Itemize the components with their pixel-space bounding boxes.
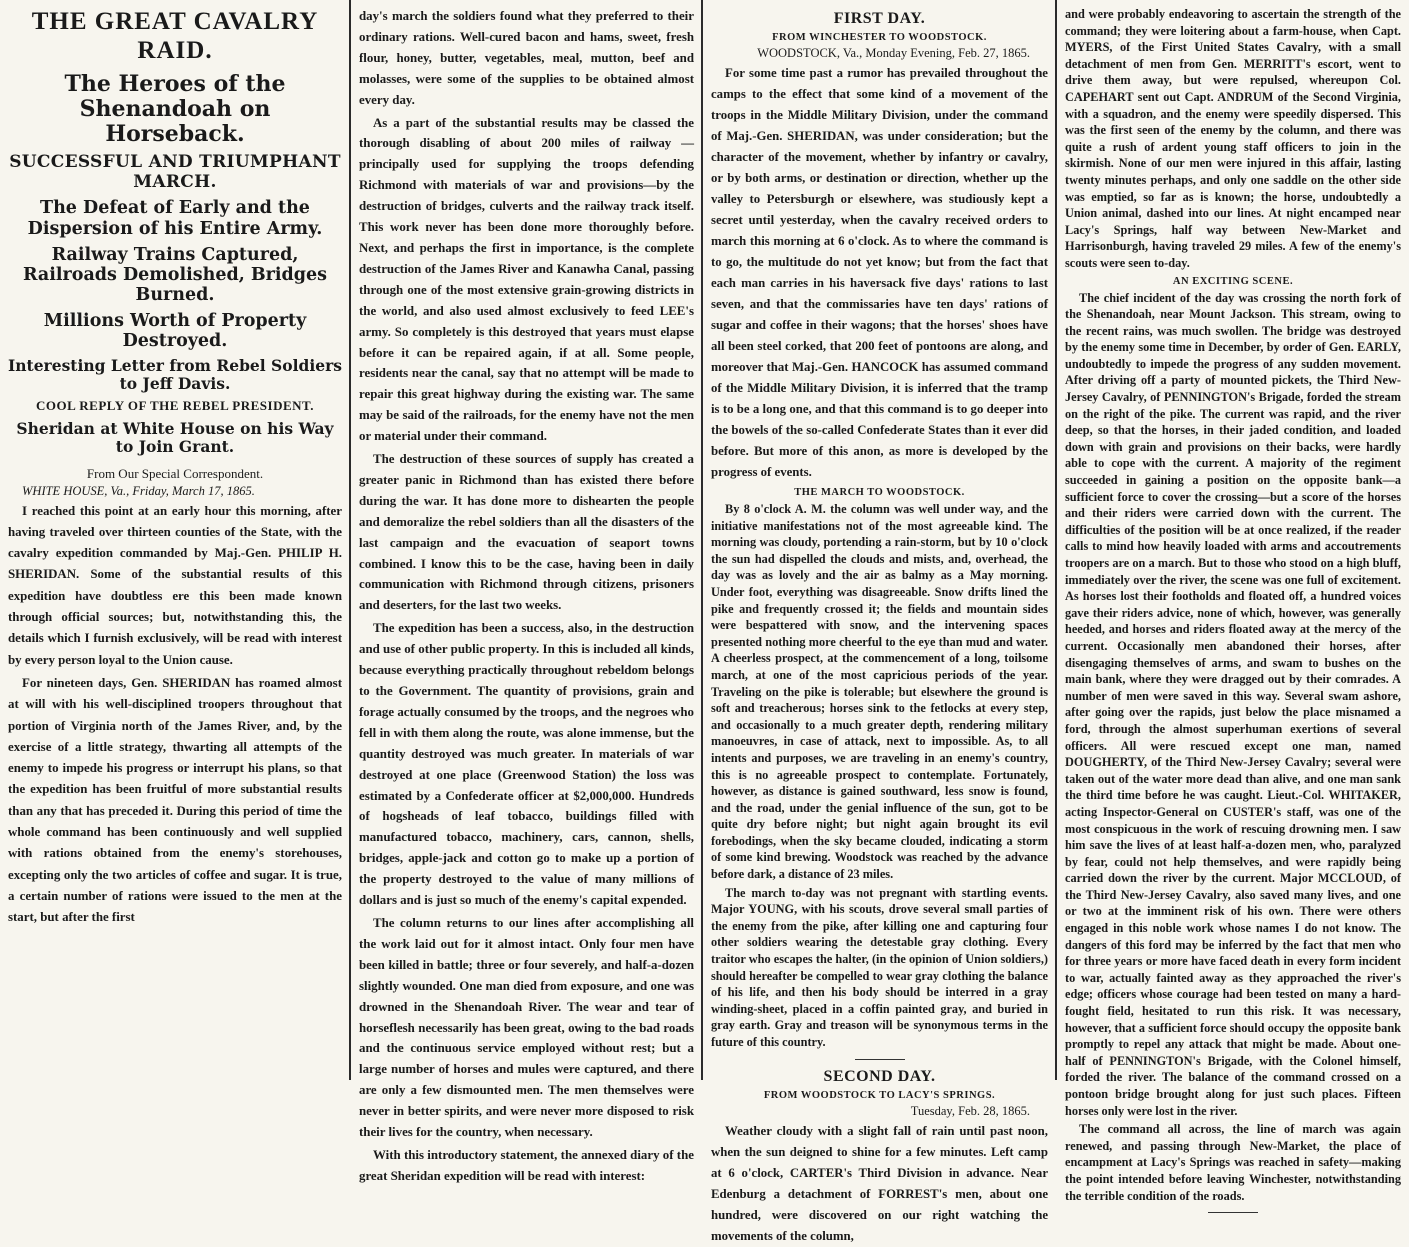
paragraph: For nineteen days, Gen. SHERIDAN has roamed almost at will with his well-disciplined troopers throughout that portion of Virginia north of the James River, and, by the exercise of a little strategy, thwarting all attempts of the enemy to impede his progress or interrupt his plans, so that the expedition has been fruitful of more substantial results than any that has preceded it. During this period of time the whole command has been continuously and well supplied with rations obtained from the enemy's storehouses, excepting only the two articles of coffee and sugar. It is true, a certain number of rations were issued to the men at the start, but after the first	[8, 675, 342, 925]
headline-deck: Sheridan at White House on his Way to Join Grant.	[16, 418, 334, 456]
section-subtitle: FROM WINCHESTER TO WOODSTOCK.	[772, 32, 987, 43]
headline-deck: SUCCESSFUL AND TRIUMPHANT MARCH.	[9, 152, 341, 192]
section-subtitle: THE MARCH TO WOODSTOCK.	[794, 487, 965, 498]
dateline: WOODSTOCK, Va., Monday Evening, Feb. 27, 1865.	[757, 46, 1030, 60]
dateline: Tuesday, Feb. 28, 1865.	[910, 1103, 1030, 1118]
paragraph: As a part of the substantial results may be classed the thorough disabling of about 200 miles of railway —principally used for supplying the troops defending Richmond with materials of war and provisions—by the destruction of bridges, culverts and the railway track itself. This work never has been done more thoroughly before. Next, and perhaps the first in importance, is the complete destruction of the James River and Kanawha Canal, passing through one of the most extensive grain-growing districts in the world, and also used almost exclusively to feed LEE's army. So completely is this destroyed that years must elapse before it can be repaired again, if at all. Some people, residents near the canal, say that no attempt will be made to repair this great highway during the existing war. The same may be said of the railroads, for the enemy have not the men or material under their command.	[359, 115, 694, 444]
divider	[855, 1059, 905, 1060]
headline-deck: Interesting Letter from Rebel Soldiers to Jeff Davis.	[8, 356, 342, 394]
paragraph: Weather cloudy with a slight fall of rain until past noon, when the sun deigned to shine for a few minutes. Left camp at 6 o'clock, CARTER's Third Division in advance. Near Edenburg a detachment of FORREST's men, about one hundred, were discovered on our right watching the movements of the column,	[711, 1123, 1048, 1243]
headline-deck: Millions Worth of Property Destroyed.	[43, 311, 307, 352]
paragraph: The march to-day was not pregnant with startling events. Major YOUNG, with his scouts, drove several small parties of the enemy from the pike, after killing one and capturing four other soldiers wearing the detestable gray clothing. Every traitor who escapes the halter, (in the opinion of Union soldiers,) should hereafter be compelled to wear gray clothing the balance of his life, and then his body should be interred in a gray winding-sheet, placed in a coffin painted gray, and buried in gray earth. Gray and treason will be synonymous terms in the future of this country.	[711, 885, 1048, 1049]
paragraph: day's march the soldiers found what they preferred to their ordinary rations. Well-cured bacon and hams, sweet, fresh flour, honey, butter, vegetables, meal, mutton, beef and molasses, were some of the supplies to be obtained almost every day.	[359, 9, 694, 107]
paragraph: The chief incident of the day was crossing the north fork of the Shenandoah, near Mount Jackson. This stream, owing to the recent rains, was much swollen. The bridge was destroyed by the enemy some time in December, by order of Gen. EARLY, undoubtedly to impede the progress of any sudden movement. After driving off a party of mounted pickets, the Third New-Jersey Cavalry, of PENNINGTON's Brigade, forded the stream on the right of the pike. The current was rapid, and the river deep, so that the horses, in their jaded condition, and loaded down with grain and provisions on their backs, were hardly able to cope with the current. A majority of the regiment succeeded in gaining a position on the opposite bank—a sufficient force to cover the crossing—but a score of the horses and their riders were carried down with the current. The difficulties of the position will be at once realized, if the reader calls to mind how heavily loaded with arms and accoutrements troopers are on a march. But to those who stood on a high bluff, immediately over the river, the scene was one full of excitement. As horses lost their footholds and floated off, a hundred voices gave their riders advice, none of which, however, was generally heeded, and horses and riders floated away at the mercy of the current. Occasionally men abandoned their horses, after disengaging themselves of arms, and swam to bushes on the main bank, where they were dragged out by their comrades. A number of men were saved in this way. Several swam ashore, after going over the rapids, just below the place misnamed a ford, through the almost superhuman exertions of several officers. All were rescued except one man, named DOUGHERTY, of the Third New-Jersey Cavalry; several were taken out of the water more dead than alive, and one man sank the third time before he was caught. Lieut.-Col. WHITAKER, acting Inspector-General on CUSTER's staff, was one of the most conspicuous in the work of rescuing drowning men. I saw him save the lives of at least half-a-dozen men, who, paralyzed by fear, could not help themselves, and were rapidly being carried down the river by the current. Major MCCLOUD, of the Third New-Jersey Cavalry, also saved many lives, and one or two at the imminent risk of his own. There were others engaged in this noble work whose names I do not know. The dangers of this ford may be inferred by the fact that men who for three years or more have faced death in every form incident to war, actually fainted away as they approached the river's edge; officers whose courage had been tested on many a hard-fought field, hesitated to run this risk. It was necessary, however, that a sufficient force should occupy the opposite bank promptly to repel any attack that might be made. About one-half of PENNINGTON's Brigade, with the Colonel himself, forded the river. The balance of the command crossed on a pontoon bridge brought along for just such places. Fifteen horses only were lost in the river.	[1065, 290, 1401, 1118]
paragraph: With this introductory statement, the annexed diary of the great Sheridan expedition will be read with interest:	[359, 1147, 694, 1183]
main-headline: THE GREAT CAVALRY RAID.	[31, 8, 319, 64]
paragraph: The expedition has been a success, also, in the destruction and use of other public property. In this is included all kinds, because everything practically throughout rebeldom belongs to the Government. The quantity of provisions, grain and forage actually consumed by the troops, and the negroes who fell in with them along the route, was alone immense, but the quantity destroyed was much greater. In materials of war destroyed at one place (Greenwood Station) the loss was estimated by a Confederate officer at $2,000,000. Hundreds of hogsheads of leaf tobacco, buildings filled with manufactured tobacco, machinery, cars, cannon, shells, bridges, apple-jack and cotton go to make up a portion of the property destroyed to the value of many millions of dollars and is just so much of the enemy's capital expended.	[359, 621, 694, 908]
paragraph: The command all across, the line of march was again renewed, and passing through New-Market, the place of encampment at Lacy's Springs was reached in safety—making the point intended before leaving Winchester, notwithstanding the terrible condition of the roads.	[1065, 1122, 1401, 1203]
headline-deck: COOL REPLY OF THE REBEL PRESIDENT.	[35, 397, 315, 413]
column-1	[0, 0, 350, 1080]
byline: From Our Special Correspondent.	[86, 465, 264, 481]
paragraph: The destruction of these sources of supply has created a greater panic in Richmond than has existed there before during the war. It has done more to dishearten the people and demoralize the rebel soldiers than all the disasters of the last campaign and the evacuation of seaport towns combined. I know this to be the case, having been in daily communication with Richmond through citizens, prisoners and deserters, for the last two weeks.	[359, 452, 694, 613]
section-title: SECOND DAY.	[823, 1067, 936, 1085]
section-title: FIRST DAY.	[833, 10, 926, 27]
divider	[1208, 1212, 1258, 1213]
column-4	[1057, 0, 1409, 1203]
column-2	[351, 0, 702, 1183]
paragraph: By 8 o'clock A. M. the column was well under way, and the initiative manifestations not of the most agreeable kind. The morning was cloudy, portending a rain-storm, but by 10 o'clock the sun had dispelled the clouds and mists, and, overhead, the day was as lovely and the air as balmy as a May morning. Under foot, everything was disagreeable. Snow drifts lined the pike and frequently crossed it; the fields and mountain sides were bespattered with snow, and the intervening spaces presented nothing more cheerful to the eye than mud and water. A cheerless prospect, at the commencement of a long, toilsome march, at one of the most capricious periods of the year. Traveling on the pike is tolerable; but elsewhere the ground is soft and treacherous; horses sink to the fetlocks at every step, and occasionally to a much greater depth, rendering military manoeuvres, in case of attack, next to impossible. As, to all intents and purposes, we are traveling in an enemy's country, this is no agreeable prospect to contemplate. Fortunately, however, as distance is gained southward, less snow is found, and the road, under the genial influence of the sun, got to be quite dry before night; but night again brought its evil forebodings, when the sky became clouded, indicating a storm of some kind brewing. Woodstock was reached by the advance before dark, a distance of 23 miles.	[711, 502, 1048, 882]
headline-deck: The Defeat of Early and the Dispersion of his Entire Army.	[27, 198, 323, 239]
column-3	[703, 0, 1056, 1243]
section-subtitle: AN EXCITING SCENE.	[1172, 275, 1294, 287]
paragraph: and were probably endeavoring to ascertain the strength of the command; they were loitering about a farm-house, when Capt. MYERS, of the First United States Cavalry, with a small detachment of men from Gen. MERRITT's escort, went to drive them away, but were repulsed, whereupon Col. CAPEHART sent out Capt. ANDRUM of the Second Virginia, with a squadron, and the enemy were speedily dispersed. This was the first seen of the enemy by the column, and there was quite a rush of ardent young staff officers to join in the skirmish. None of our men were injured in this affair, lasting twenty minutes perhaps, and only one saddle on the other side was emptied, so far as is known; the horse, undoubtedly a Union animal, dashed into our lines. At night encamped near Lacy's Springs, half way between New-Market and Harrisonburgh, having traveled 29 miles. A few of the enemy's scouts were seen to-day.	[1065, 7, 1401, 270]
paragraph: The column returns to our lines after accomplishing all the work laid out for it almost intact. Only four men have been killed in battle; three or four severely, and half-a-dozen slightly wounded. One man died from exposure, and one was drowned in the Shenandoah River. The wear and tear of horseflesh necessarily has been great, owing to the bad roads and the continuous service employed without rest; but a large number of horses and mules were captured, and there are only a few dismounted men. The men themselves were never in better spirits, and were never more disposed to risk their lives for the country, when necessary.	[359, 915, 694, 1140]
section-subtitle: FROM WOODSTOCK TO LACY'S SPRINGS.	[763, 1089, 996, 1101]
paragraph: I reached this point at an early hour this morning, after having traveled over thirteen counties of the State, with the cavalry expedition commanded by Maj.-Gen. PHILIP H. SHERIDAN. Some of the substantial results of this expedition have doubtless ere this been made known through official sources; but, notwithstanding this, the details which I furnish exclusively, will be read with interest by every person loyal to the Union cause.	[8, 503, 342, 667]
headline-deck: Railway Trains Captured, Railroads Demolished, Bridges Burned.	[22, 244, 328, 305]
headline-deck: The Heroes of the Shenandoah on Horseback.	[64, 70, 286, 148]
dateline: WHITE HOUSE, Va., Friday, March 17, 1865.	[22, 483, 255, 498]
paragraph: For some time past a rumor has prevailed throughout the camps to the effect that some kind of a movement of the troops in the Middle Military Division, under the command of Maj.-Gen. SHERIDAN, was under consideration; but the character of the movement, whether by infantry or cavalry, or by both arms, or destination or direction, whether up the valley to Petersburgh or elsewhere, was studiously kept a secret until yesterday, when the cavalry received orders to march this morning at 6 o'clock. As to where the command is to go, the multitude do not yet know; but from the fact that each man carries in his haversack five days' rations to last seven, and that the commissaries have ten days' rations of sugar and coffee in their wagons; that the horses' shoes have all been steel corked, that 200 feet of pontoons are along, and moreover that Maj.-Gen. HANCOCK has assumed command of the Middle Military Division, it is inferred that the tramp is to be a long one, and that this command is to go deeper into the bowels of the so-called Confederate States than it ever did before. But more of this anon, as more is developed by the progress of events.	[711, 66, 1048, 479]
